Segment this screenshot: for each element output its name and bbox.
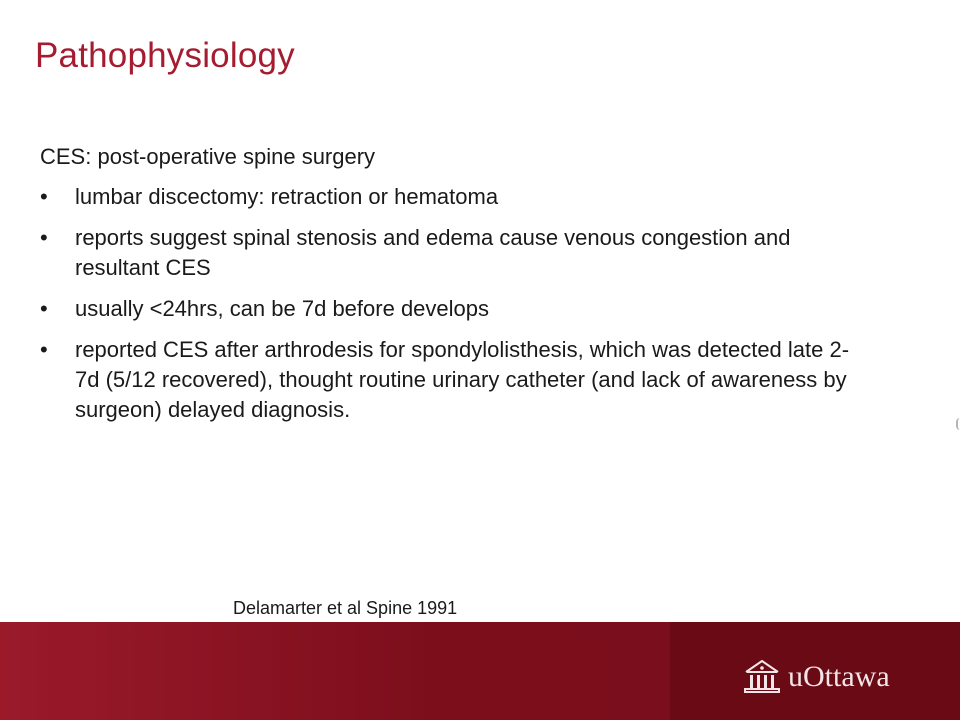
brand-logo-text: uOttawa xyxy=(788,660,890,693)
building-icon xyxy=(742,656,782,696)
slide-content xyxy=(40,142,870,436)
bullet-text: reports suggest spinal stenosis and edema cause venous congestion and resultant CES xyxy=(75,225,791,280)
bullet-marker: • xyxy=(40,225,48,250)
bullet-text: reported CES after arthrodesis for spondylolisthesis, which was detected late 2-7d (5/12 recovered), thought routine urinary catheter (and lack of awareness by surgeon) delayed diagnosis. xyxy=(75,337,850,422)
bullet-text: usually <24hrs, can be 7d before develops xyxy=(75,296,490,321)
bullet-item xyxy=(40,294,870,324)
bullet-item xyxy=(40,223,870,283)
intro-line: CES: post-operative spine surgery xyxy=(40,144,376,169)
bullet-item xyxy=(40,335,870,425)
bullet-list xyxy=(40,182,870,425)
edge-mark xyxy=(956,418,960,430)
bullet-marker: • xyxy=(40,184,48,209)
bullet-text: lumbar discectomy: retraction or hematoma xyxy=(75,184,499,209)
bullet-marker: • xyxy=(40,296,48,321)
bullet-marker: • xyxy=(40,337,48,362)
slide-title: Pathophysiology xyxy=(35,36,295,75)
citation-text: Delamarter et al Spine 1991 xyxy=(233,598,458,618)
bullet-item xyxy=(40,182,870,212)
